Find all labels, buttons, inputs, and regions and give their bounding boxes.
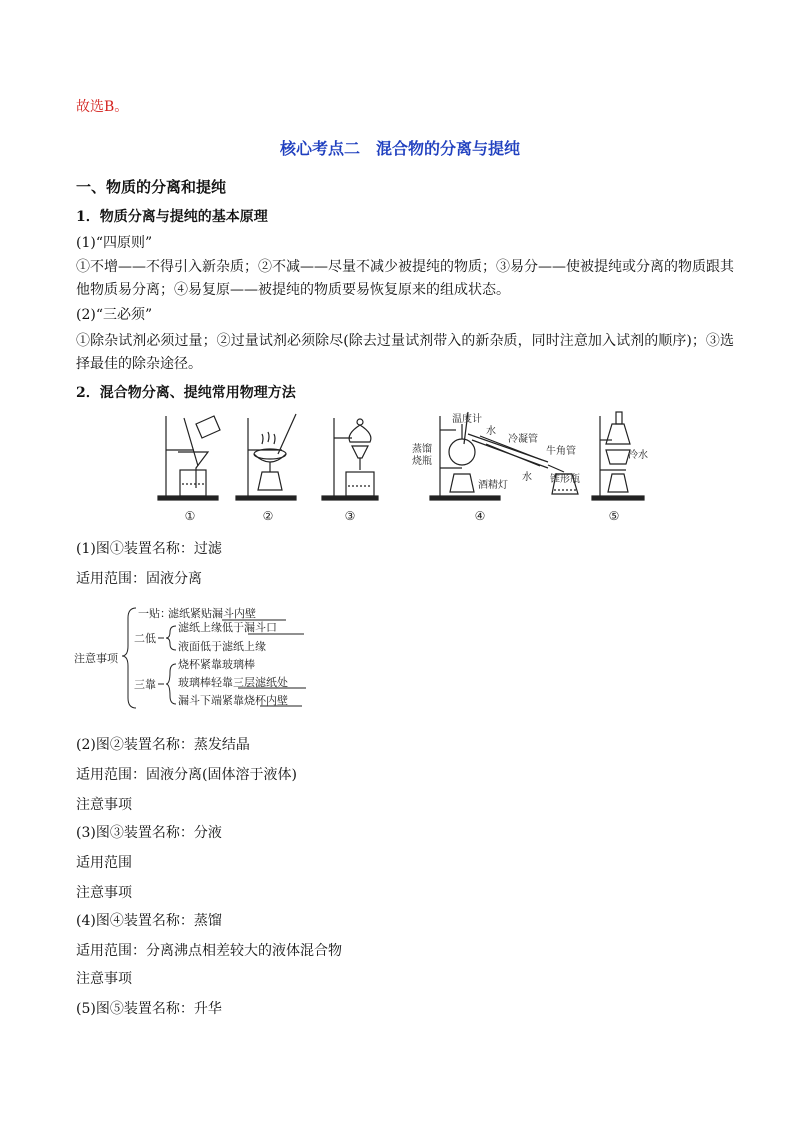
answer-line: 故选B。	[76, 99, 129, 115]
heading-separation-purification: 一、物质的分离和提纯	[76, 178, 227, 196]
conical-flask-label: 锥形瓶	[550, 474, 580, 485]
item2-notes: 注意事项	[76, 797, 132, 813]
water-top-label: 水	[486, 426, 496, 437]
evaporation-apparatus	[236, 414, 296, 500]
item4-name: (4)图④装置名称：蒸馏	[76, 913, 222, 929]
filtration-notes-diagram	[74, 600, 334, 716]
flask-label-1: 蒸馏	[412, 444, 432, 455]
figure-label-2: ②	[262, 509, 274, 523]
three-lean-item-2: 玻璃棒轻靠三层滤纸处	[178, 676, 288, 689]
figure-label-5: ⑤	[608, 509, 620, 523]
thermometer-label: 温度计	[452, 414, 482, 425]
item2-name: (2)图②装置名称：蒸发结晶	[76, 737, 250, 753]
four-principles-text: ①不增——不得引入新杂质；②不减——尽量不减少被提纯的物质；③易分——使被提纯或分离的物质跟其他物质易分离；④易复原——被提纯的物质要易恢复原来的组成状态。	[76, 259, 734, 298]
two-low-item-2: 液面低于滤纸上缘	[178, 640, 266, 653]
separatory-funnel-apparatus	[322, 418, 378, 500]
one-stick-label: 一贴：	[138, 607, 171, 620]
adapter-label: 牛角管	[546, 446, 576, 457]
item1-name: (1)图①装置名称：过滤	[76, 541, 222, 557]
four-principles-label: (1)“四原则”	[76, 235, 153, 251]
cold-water-label: 冷水	[628, 450, 648, 461]
figure-label-1: ①	[184, 509, 196, 523]
flask-label-2: 烧瓶	[412, 456, 432, 467]
item3-notes: 注意事项	[76, 885, 132, 901]
condenser-label: 冷凝管	[508, 434, 538, 445]
item3-name: (3)图③装置名称：分液	[76, 825, 222, 841]
item4-scope: 适用范围：分离沸点相差较大的液体混合物	[76, 943, 342, 959]
item1-scope: 适用范围：固液分离	[76, 571, 202, 587]
apparatus-figure	[150, 410, 670, 528]
two-low-item-1: 滤纸上缘低于漏斗口	[178, 621, 277, 634]
item5-name: (5)图⑤装置名称：升华	[76, 1001, 222, 1017]
one-stick-text: 滤纸紧贴漏斗内壁	[168, 607, 256, 620]
item4-notes: 注意事项	[76, 971, 132, 987]
three-musts-text: ①除杂试剂必须过量；②过量试剂必须除尽(除去过量试剂带入的新杂质，同时注意加入试剂的顺序)；③选择最佳的除杂途径。	[76, 333, 734, 372]
three-lean-item-1: 烧杯紧靠玻璃棒	[178, 658, 255, 671]
figure-label-3: ③	[344, 509, 356, 523]
heading-physical-methods: 2．混合物分离、提纯常用物理方法	[76, 385, 296, 401]
three-lean-item-3: 漏斗下端紧靠烧杯内壁	[178, 694, 288, 707]
item3-scope: 适用范围	[76, 855, 132, 871]
three-musts-label: (2)“三必须”	[76, 307, 153, 323]
two-low-label: 二低	[134, 632, 156, 645]
water-bottom-label: 水	[522, 472, 532, 483]
section-title: 核心考点二 混合物的分离与提纯	[279, 139, 520, 158]
item2-scope: 适用范围：固液分离(固体溶于液体)	[76, 767, 297, 783]
filtration-apparatus	[158, 416, 220, 500]
three-lean-label: 三靠	[134, 678, 156, 691]
lamp-label: 酒精灯	[478, 480, 508, 491]
heading-basic-principles: 1．物质分离与提纯的基本原理	[76, 209, 268, 225]
notes-label: 注意事项	[74, 652, 118, 665]
figure-label-4: ④	[474, 509, 486, 523]
